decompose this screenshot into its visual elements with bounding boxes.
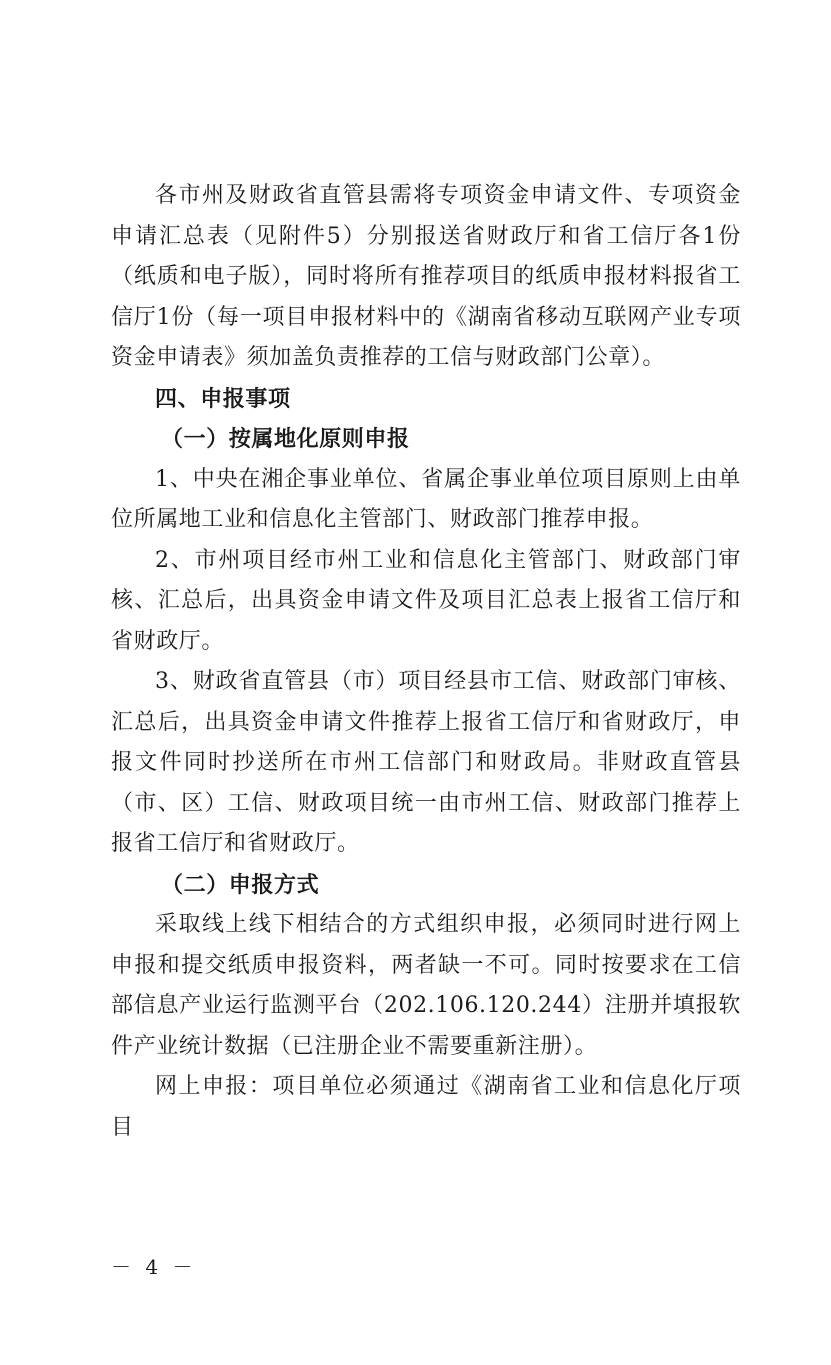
page-number: － 4 － xyxy=(111,1255,197,1279)
paragraph-online-offline: 采取线上线下相结合的方式组织申报，必须同时进行网上申报和提交纸质申报资料，两者缺一不可。同时按要求在工信部信息产业运行监测平台（202.106.120.244）注册并填报软件产业统计数据（已注册企业不需要重新注册）。 xyxy=(111,912,741,1059)
paragraph-item-1: 1、中央在湘企事业单位、省属企事业单位项目原则上由单位所属地工业和信息化主管部门、财政部门推荐申报。 xyxy=(111,466,741,532)
subsection-heading-application-method: （二）申报方式 xyxy=(161,871,320,898)
document-body xyxy=(111,176,741,1148)
subsection-heading-territorial-principle: （一）按属地化原则申报 xyxy=(161,426,410,452)
section-heading-application-matters: 四、申报事项 xyxy=(155,385,291,412)
paragraph-item-3: 3、财政省直管县（市）项目经县市工信、财政部门审核、汇总后，出具资金申请文件推荐上报省工信厅和省财政厅，申报文件同时抄送所在市州工信部门和财政局。非财政直管县（市、区）工信、财政项目统一由市州工信、财政部门推荐上报省工信厅和省财政厅。 xyxy=(111,669,741,856)
paragraph-submission-requirements: 各市州及财政省直管县需将专项资金申请文件、专项资金申请汇总表（见附件5）分别报送省财政厅和省工信厅各1份（纸质和电子版），同时将所有推荐项目的纸质申报材料报省工信厅1份（每一项目申报材料中的《湖南省移动互联网产业专项资金申请表》须加盖负责推荐的工信与财政部门公章）。 xyxy=(111,183,741,370)
paragraph-item-2: 2、市州项目经市州工业和信息化主管部门、财政部门审核、汇总后，出具资金申请文件及项目汇总表上报省工信厅和省财政厅。 xyxy=(111,547,741,654)
paragraph-online-application: 网上申报：项目单位必须通过《湖南省工业和信息化厅项目 xyxy=(111,1074,741,1140)
